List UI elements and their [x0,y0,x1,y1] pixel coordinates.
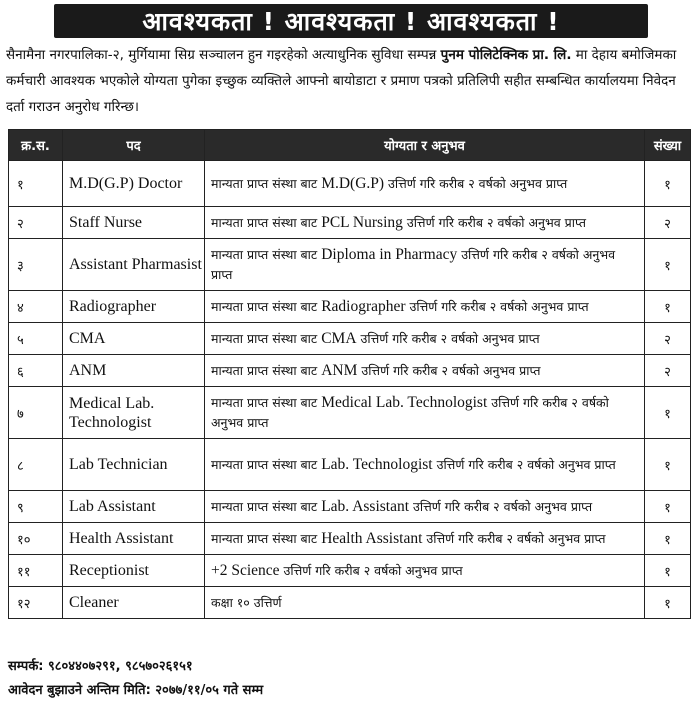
qualification-part-qlat: Radiographer [321,297,406,315]
qualification-part-q2: उत्तिर्ण गरि करीब २ वर्षको अनुभव प्राप्त [402,214,586,230]
contact-line: सम्पर्क: ९८०४४०७२९१, ९८५७०२६१५१ [8,659,193,674]
row-qualification [205,523,645,555]
row-post-name: Lab Technician [63,439,205,491]
row-qualification [205,323,645,355]
row-serial-number: ५ [9,323,63,355]
qualification-part-q1: मान्यता प्राप्त संस्था बाट [211,362,322,378]
table-row [9,161,691,207]
row-serial-number: ३ [9,239,63,291]
intro-text-after: मा देहाय बमोजिमका कर्मचारी आवश्यक भएकोले योग्यता पुगेका इच्छुक व्यक्तिले आफ्नो बायोडाटा र प्रमाण पत्रको प्रतिलिपी सहीत सम्बन्धित कार्यालयमा निवेदन दर्ता गराउन अनुरोध गरिन्छ। [6,47,677,115]
row-post-name: Lab Assistant [63,491,205,523]
row-post-name: Medical Lab. Technologist [63,387,205,439]
qualification-part-q2: उत्तिर्ण गरि करीब २ वर्षको अनुभव प्राप्त [384,175,568,191]
row-count: १ [645,161,691,207]
qualification-part-q2: उत्तिर्ण गरि करीब २ वर्षको अनुभव प्राप्त [409,498,593,514]
qualification-part-q2: उत्तिर्ण गरि करीब २ वर्षको अनुभव प्राप्त [211,394,609,430]
row-post-name: Cleaner [63,587,205,619]
qualification-part-q2: उत्तिर्ण गरि करीब २ वर्षको अनुभव प्राप्त [279,562,463,578]
row-count: २ [645,207,691,239]
row-serial-number: १२ [9,587,63,619]
qualification-part-q2: उत्तिर्ण गरि करीब २ वर्षको अनुभव प्राप्त [405,298,589,314]
row-qualification [205,555,645,587]
header-qualification: योग्यता र अनुभव [205,130,645,161]
table-body [9,161,691,619]
row-qualification [205,387,645,439]
row-serial-number: ७ [9,387,63,439]
qualification-part-q1: मान्यता प्राप्त संस्था बाट [211,214,322,230]
table-row [9,439,691,491]
deadline-line: आवेदन बुझाउने अन्तिम मिति: २०७७/११/०५ गते सम्म [8,683,264,698]
qualification-part-q1: मान्यता प्राप्त संस्था बाट [211,456,322,472]
table-header-row [9,130,691,161]
qualification-part-q2: उत्तिर्ण गरि करीब २ वर्षको अनुभव प्राप्त [357,362,541,378]
row-count: २ [645,355,691,387]
row-post-name: Receptionist [63,555,205,587]
qualification-part-q1: मान्यता प्राप्त संस्था बाट [211,330,322,346]
row-qualification [205,239,645,291]
qualification-part-q1: मान्यता प्राप्त संस्था बाट [211,394,322,410]
qualification-part-q2: उत्तिर्ण गरि करीब २ वर्षको अनुभव प्राप्त [211,246,616,282]
row-count: १ [645,555,691,587]
banner-title: आवश्यकता ! आवश्यकता ! आवश्यकता ! [54,4,648,38]
row-qualification [205,491,645,523]
row-count: १ [645,587,691,619]
intro-paragraph [6,42,696,120]
table-row [9,239,691,291]
row-count: १ [645,387,691,439]
row-qualification [205,587,645,619]
qualification-part-q2: उत्तिर्ण गरि करीब २ वर्षको अनुभव प्राप्त [432,456,616,472]
qualification-part-q1: मान्यता प्राप्त संस्था बाट [211,498,322,514]
qualification-part-qlat: M.D(G.P) [321,174,385,192]
row-count: १ [645,523,691,555]
qualification-part-qlat: Lab. Technologist [321,455,433,473]
table-row [9,587,691,619]
row-count: १ [645,491,691,523]
table-row [9,207,691,239]
header-post: पद [63,130,205,161]
company-name: पुनम पोलिटेक्निक प्रा. लि. [440,47,572,63]
qualification-part-q1: मान्यता प्राप्त संस्था बाट [211,298,322,314]
qualification-part-qlat: CMA [321,329,357,347]
row-post-name: Health Assistant [63,523,205,555]
vacancy-table [8,129,691,619]
row-post-name: ANM [63,355,205,387]
qualification-part-qlat: +2 Science [211,561,280,579]
intro-text-before: सैनामैना नगरपालिका-२, मुर्गियामा सिग्र सञ्चालन हुन गइरहेको अत्याधुनिक सुविधा सम्पन्न [6,47,441,63]
row-post-name: M.D(G.P) Doctor [63,161,205,207]
qualification-part-q1: मान्यता प्राप्त संस्था बाट [211,175,322,191]
table-row [9,491,691,523]
header-count: संख्या [645,130,691,161]
row-serial-number: १० [9,523,63,555]
row-count: १ [645,439,691,491]
table-row [9,555,691,587]
qualification-part-qlat: Medical Lab. Technologist [321,393,488,411]
row-post-name: Staff Nurse [63,207,205,239]
row-serial-number: ९ [9,491,63,523]
row-qualification [205,355,645,387]
table-row [9,355,691,387]
qualification-part-q1: मान्यता प्राप्त संस्था बाट [211,530,322,546]
row-serial-number: १ [9,161,63,207]
table-row [9,291,691,323]
row-serial-number: ४ [9,291,63,323]
table-row [9,387,691,439]
row-count: १ [645,291,691,323]
qualification-part-q1: कक्षा १० उत्तिर्ण [211,594,282,610]
row-post-name: Radiographer [63,291,205,323]
row-qualification [205,439,645,491]
row-post-name: CMA [63,323,205,355]
qualification-part-q2: उत्तिर्ण गरि करीब २ वर्षको अनुभव प्राप्त [356,330,540,346]
qualification-part-q2: उत्तिर्ण गरि करीब २ वर्षको अनुभव प्राप्त [422,530,606,546]
row-qualification [205,291,645,323]
row-serial-number: ८ [9,439,63,491]
row-serial-number: ६ [9,355,63,387]
row-count: १ [645,239,691,291]
row-count: २ [645,323,691,355]
qualification-part-qlat: Lab. Assistant [321,497,410,515]
qualification-part-qlat: PCL Nursing [321,213,403,231]
row-post-name: Assistant Pharmasist [63,239,205,291]
row-serial-number: ११ [9,555,63,587]
qualification-part-qlat: Diploma in Pharmacy [321,245,458,263]
row-serial-number: २ [9,207,63,239]
row-qualification [205,161,645,207]
qualification-part-qlat: ANM [321,361,358,379]
table-row [9,523,691,555]
qualification-part-qlat: Health Assistant [321,529,423,547]
table-row [9,323,691,355]
qualification-part-q1: मान्यता प्राप्त संस्था बाट [211,246,322,262]
row-qualification [205,207,645,239]
header-sn: क्र.स. [9,130,63,161]
